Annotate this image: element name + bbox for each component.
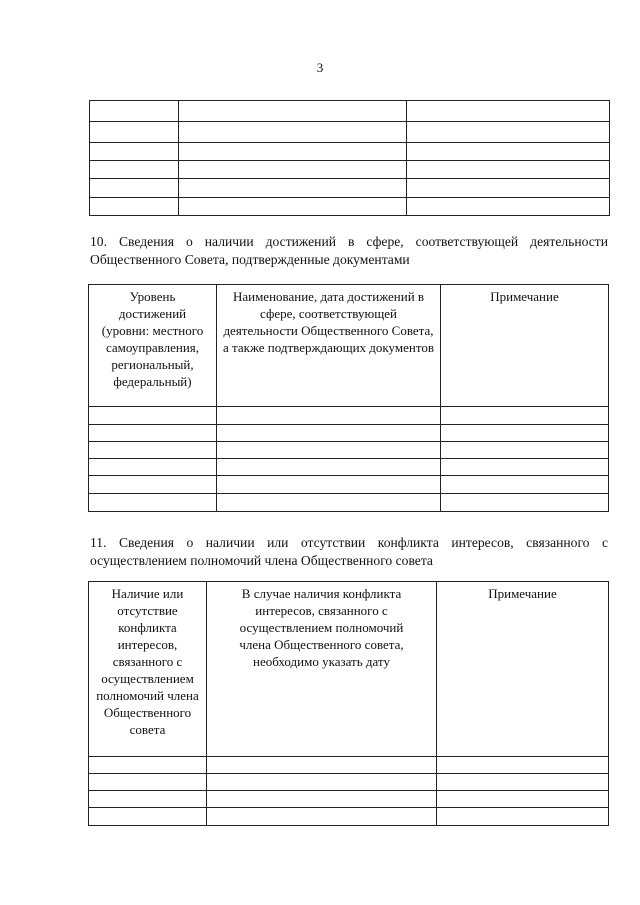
section-10-heading bbox=[90, 233, 608, 269]
table-row bbox=[90, 101, 610, 122]
conflict-of-interest-table bbox=[88, 581, 609, 826]
table-row bbox=[90, 122, 610, 143]
table-row bbox=[90, 161, 610, 179]
section-11-heading-line2: осуществлением полномочий члена Общественного совета bbox=[90, 553, 433, 568]
table-row bbox=[89, 774, 609, 791]
conflict-presence-header: Наличие или отсутствие конфликта интересов, связанного с осуществлением полномочий члена Общественного совета bbox=[96, 586, 199, 737]
table-row bbox=[90, 198, 610, 216]
section-11-heading-line1: 11. Сведения о наличии или отсутствии конфликта интересов, связанного с bbox=[90, 535, 608, 550]
table-row bbox=[89, 808, 609, 826]
table-header-row bbox=[89, 285, 609, 407]
table-row bbox=[89, 476, 609, 494]
achievements-table bbox=[88, 284, 609, 512]
table-row bbox=[89, 407, 609, 425]
continued-table bbox=[89, 100, 610, 216]
conflict-date-header: В случае наличия конфликта интересов, связанного с осуществлением полномочий члена Общественного совета, необходимо указать дату bbox=[239, 586, 404, 669]
achievement-name-header: Наименование, дата достижений в сфере, соответствующей деятельности Общественного Совета, а также подтверждающих документов bbox=[223, 289, 434, 355]
note-header: Примечание bbox=[490, 289, 559, 304]
page-number: 3 bbox=[316, 60, 324, 75]
note-header: Примечание bbox=[488, 586, 557, 601]
table-row bbox=[89, 791, 609, 808]
section-10-heading-line2: Общественного Совета, подтвержденные документами bbox=[90, 252, 410, 267]
table-header-row bbox=[89, 582, 609, 757]
table-row bbox=[89, 425, 609, 442]
table-row bbox=[89, 459, 609, 476]
section-11-heading bbox=[90, 534, 608, 570]
section-10-heading-line1: 10. Сведения о наличии достижений в сфере, соответствующей деятельности bbox=[90, 234, 608, 249]
table-row bbox=[89, 494, 609, 512]
table-row bbox=[89, 442, 609, 459]
achievement-level-header: Уровень достижений (уровни: местного самоуправления, региональный, федеральный) bbox=[101, 289, 204, 389]
table-row bbox=[90, 179, 610, 198]
table-row bbox=[89, 757, 609, 774]
table-row bbox=[90, 143, 610, 161]
